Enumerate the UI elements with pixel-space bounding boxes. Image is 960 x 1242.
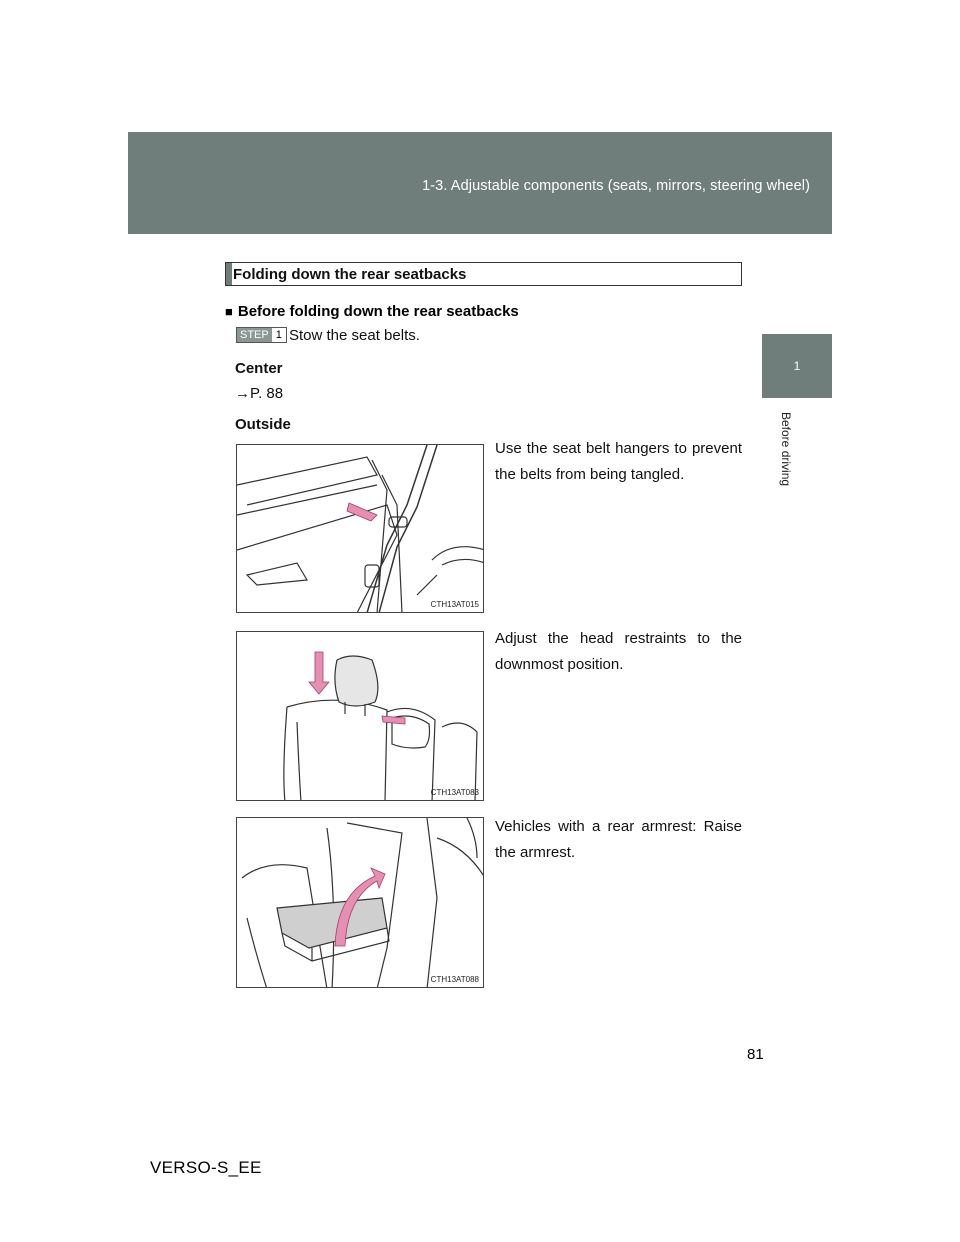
outside-text: Use the seat belt hangers to prevent the belts from being tangled. xyxy=(495,440,742,483)
document-code: VERSO-S_EE xyxy=(150,1158,262,1177)
step-1-badge xyxy=(236,327,287,343)
page-number: 81 xyxy=(747,1046,764,1063)
bullet-square-icon: ■ xyxy=(225,304,233,319)
step-2-text: Adjust the head restraints to the downmost position. xyxy=(495,630,742,673)
chapter-tab: 1 xyxy=(762,334,832,398)
armrest-illustration xyxy=(237,818,484,988)
step-number: 1 xyxy=(272,328,286,342)
header-title: 1-3. Adjustable components (seats, mirrors, steering wheel) xyxy=(422,178,810,194)
center-label: Center xyxy=(235,360,283,377)
center-page-ref: →P. 88 xyxy=(235,385,284,402)
outside-label: Outside xyxy=(235,416,291,433)
figure-code: CTH13AT015 xyxy=(430,600,479,609)
step-3-text: Vehicles with a rear armrest: Raise the armrest. xyxy=(495,818,742,861)
step-label: STEP xyxy=(237,328,272,342)
section-heading-text: Folding down the rear seatbacks xyxy=(233,266,467,283)
heading-accent-bar xyxy=(226,263,232,285)
figure-armrest xyxy=(236,817,484,988)
header-band xyxy=(128,132,832,234)
figure-code: CTH13AT083 xyxy=(430,788,479,797)
figure-head-restraint xyxy=(236,631,484,801)
chapter-label: Before driving xyxy=(779,412,793,487)
subsection-heading xyxy=(225,303,519,320)
seat-belt-hanger-illustration xyxy=(237,445,484,613)
figure-seat-belt-hanger xyxy=(236,444,484,613)
subsection-heading-text: Before folding down the rear seatbacks xyxy=(237,303,519,320)
step-1-text: Stow the seat belts. xyxy=(289,327,420,344)
figure-code: CTH13AT088 xyxy=(430,975,479,984)
section-heading xyxy=(225,262,742,286)
head-restraint-illustration xyxy=(237,632,484,801)
